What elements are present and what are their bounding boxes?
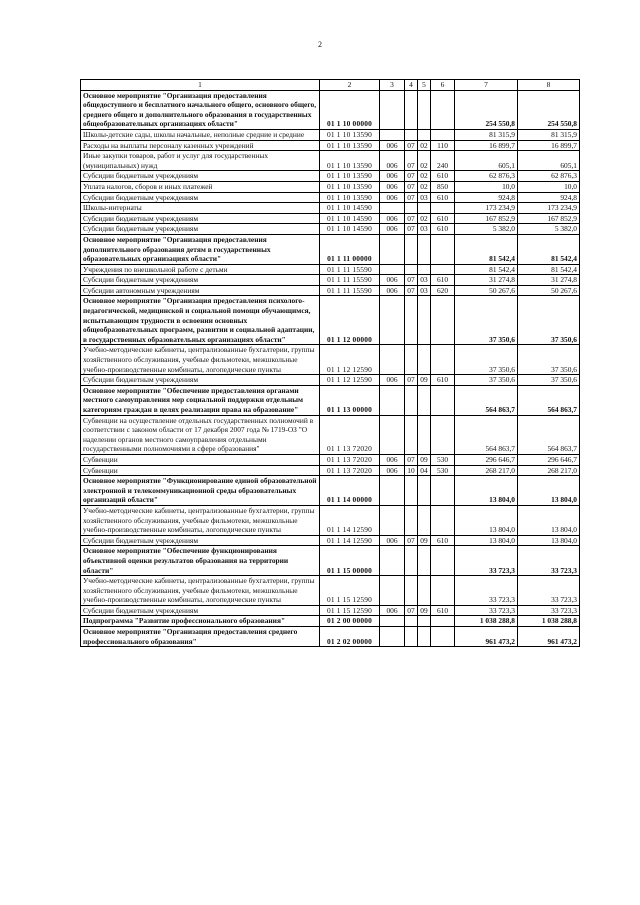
amount-col8-cell: 254 550,8 [518, 90, 580, 129]
row-name-cell: Основное мероприятие "Функционирование единой образовательной электронной и телекоммуникационной среды образовательных организаций области" [81, 476, 320, 506]
section-code-cell: 07 [405, 375, 418, 386]
ministry-code-cell: 006 [380, 375, 405, 386]
target-code-cell: 01 2 00 00000 [320, 616, 380, 627]
target-code-cell: 01 1 13 72020 [320, 415, 380, 454]
row-name-cell: Учебно-методические кабинеты, централизованные бухгалтерии, группы хозяйственного обслуживания, учебные фильмотеки, межшкольные учебно-производственные комбинаты, логопедические пункты [81, 505, 320, 535]
column-header: 2 [320, 80, 380, 91]
amount-col8-cell: 924,8 [518, 192, 580, 203]
amount-col8-cell: 5 382,0 [518, 224, 580, 235]
target-code-cell: 01 1 11 15590 [320, 275, 380, 286]
row-name-cell: Субсидии автономным учреждениям [81, 285, 320, 296]
amount-col7-cell: 564 863,7 [455, 415, 518, 454]
table-row [81, 140, 580, 151]
ministry-code-cell: 006 [380, 285, 405, 296]
table-row [81, 213, 580, 224]
amount-col8-cell: 961 473,2 [518, 627, 580, 647]
subsection-code-cell [418, 345, 431, 375]
subsection-code-cell [418, 264, 431, 275]
column-header: 1 [81, 80, 320, 91]
section-code-cell: 07 [405, 171, 418, 182]
amount-col7-cell: 13 804,0 [455, 535, 518, 546]
row-name-cell: Иные закупки товаров, работ и услуг для государственных (муниципальных) нужд [81, 151, 320, 171]
section-code-cell: 07 [405, 454, 418, 465]
ministry-code-cell [380, 546, 405, 576]
amount-col8-cell: 50 267,6 [518, 285, 580, 296]
expense-type-cell [431, 264, 455, 275]
table-row [81, 275, 580, 286]
subsection-code-cell: 03 [418, 285, 431, 296]
amount-col7-cell: 33 723,3 [455, 546, 518, 576]
expense-type-cell [431, 90, 455, 129]
subsection-code-cell [418, 385, 431, 415]
ministry-code-cell [380, 476, 405, 506]
subsection-code-cell [418, 576, 431, 606]
amount-col7-cell: 1 038 288,8 [455, 616, 518, 627]
expense-type-cell: 850 [431, 181, 455, 192]
amount-col7-cell: 31 274,8 [455, 275, 518, 286]
row-name-cell: Основное мероприятие "Обеспечение функционирования объективной оценки результатов образования на территории области" [81, 546, 320, 576]
section-code-cell [405, 385, 418, 415]
column-header: 7 [455, 80, 518, 91]
amount-col7-cell: 173 234,9 [455, 203, 518, 214]
target-code-cell: 01 1 15 00000 [320, 546, 380, 576]
subsection-code-cell [418, 203, 431, 214]
target-code-cell: 01 1 15 12590 [320, 576, 380, 606]
table-row [81, 203, 580, 214]
amount-col8-cell: 16 899,7 [518, 140, 580, 151]
ministry-code-cell: 006 [380, 140, 405, 151]
ministry-code-cell [380, 505, 405, 535]
ministry-code-cell [380, 90, 405, 129]
amount-col7-cell: 81 315,9 [455, 129, 518, 140]
amount-col7-cell: 254 550,8 [455, 90, 518, 129]
expense-type-cell: 610 [431, 535, 455, 546]
expense-type-cell [431, 576, 455, 606]
amount-col7-cell: 16 899,7 [455, 140, 518, 151]
target-code-cell: 01 1 10 14590 [320, 213, 380, 224]
target-code-cell: 01 1 10 13590 [320, 171, 380, 182]
amount-col7-cell: 37 350,6 [455, 345, 518, 375]
amount-col7-cell: 564 863,7 [455, 385, 518, 415]
table-row [81, 264, 580, 275]
subsection-code-cell: 03 [418, 224, 431, 235]
expense-type-cell [431, 476, 455, 506]
subsection-code-cell: 04 [418, 465, 431, 476]
row-name-cell: Субвенции на осуществление отдельных государственных полномочий в соответствии с законом области от 17 декабря 2007 года № 1719-ОЗ "О наделении органов местного самоуправления отдельными государственными полномочиями в сфере образования" [81, 415, 320, 454]
amount-col7-cell: 268 217,0 [455, 465, 518, 476]
amount-col8-cell: 167 852,9 [518, 213, 580, 224]
section-code-cell [405, 203, 418, 214]
subsection-code-cell: 02 [418, 171, 431, 182]
amount-col7-cell: 37 350,6 [455, 375, 518, 386]
subsection-code-cell: 09 [418, 535, 431, 546]
section-code-cell [405, 505, 418, 535]
target-code-cell: 01 1 11 15590 [320, 264, 380, 275]
column-header: 6 [431, 80, 455, 91]
row-name-cell: Субсидии бюджетным учреждениям [81, 605, 320, 616]
target-code-cell: 01 1 10 14590 [320, 203, 380, 214]
table-row [81, 90, 580, 129]
amount-col8-cell: 81 542,4 [518, 264, 580, 275]
amount-col7-cell: 10,0 [455, 181, 518, 192]
row-name-cell: Субсидии бюджетным учреждениям [81, 192, 320, 203]
target-code-cell: 01 1 10 13590 [320, 140, 380, 151]
column-header: 8 [518, 80, 580, 91]
ministry-code-cell [380, 385, 405, 415]
table-row [81, 181, 580, 192]
amount-col8-cell: 268 217,0 [518, 465, 580, 476]
expense-type-cell: 610 [431, 224, 455, 235]
amount-col7-cell: 13 804,0 [455, 476, 518, 506]
expense-type-cell: 610 [431, 375, 455, 386]
table-header-row [81, 80, 580, 91]
ministry-code-cell [380, 203, 405, 214]
table-row [81, 224, 580, 235]
subsection-code-cell [418, 546, 431, 576]
amount-col7-cell: 81 542,4 [455, 264, 518, 275]
ministry-code-cell: 006 [380, 171, 405, 182]
target-code-cell: 01 1 12 12590 [320, 345, 380, 375]
row-name-cell: Основное мероприятие "Организация предоставления дополнительного образования детям в государственных образовательных организациях области" [81, 234, 320, 264]
table-row [81, 546, 580, 576]
target-code-cell: 01 1 15 12590 [320, 605, 380, 616]
expense-type-cell: 530 [431, 465, 455, 476]
amount-col8-cell: 37 350,6 [518, 296, 580, 345]
table-row [81, 385, 580, 415]
target-code-cell: 01 1 11 15590 [320, 285, 380, 296]
table-row [81, 616, 580, 627]
section-code-cell [405, 627, 418, 647]
row-name-cell: Учебно-методические кабинеты, централизованные бухгалтерии, группы хозяйственного обслуживания, учебные фильмотеки, межшкольные учебно-производственные комбинаты, логопедические пункты [81, 345, 320, 375]
expense-type-cell: 620 [431, 285, 455, 296]
ministry-code-cell: 006 [380, 454, 405, 465]
expense-type-cell: 610 [431, 171, 455, 182]
row-name-cell: Основное мероприятие "Организация предоставления психолого-педагогической, медицинской и социальной помощи обучающимся, испытывающим трудности в освоении основных общеобразовательных программ, развитии и социальной адаптации, в государственных образовательных организациях области" [81, 296, 320, 345]
amount-col7-cell: 167 852,9 [455, 213, 518, 224]
row-name-cell: Субсидии бюджетным учреждениям [81, 535, 320, 546]
section-code-cell [405, 90, 418, 129]
table-row [81, 465, 580, 476]
amount-col7-cell: 924,8 [455, 192, 518, 203]
table-row [81, 627, 580, 647]
subsection-code-cell [418, 415, 431, 454]
subsection-code-cell: 02 [418, 181, 431, 192]
ministry-code-cell [380, 576, 405, 606]
ministry-code-cell [380, 129, 405, 140]
target-code-cell: 01 1 14 00000 [320, 476, 380, 506]
expense-type-cell [431, 129, 455, 140]
section-code-cell [405, 234, 418, 264]
section-code-cell: 07 [405, 275, 418, 286]
ministry-code-cell [380, 345, 405, 375]
ministry-code-cell [380, 616, 405, 627]
row-name-cell: Учреждения по внешкольной работе с детьми [81, 264, 320, 275]
expense-type-cell [431, 505, 455, 535]
target-code-cell: 01 1 14 12590 [320, 535, 380, 546]
table-row [81, 454, 580, 465]
target-code-cell: 01 1 12 00000 [320, 296, 380, 345]
section-code-cell: 07 [405, 224, 418, 235]
amount-col7-cell: 62 876,3 [455, 171, 518, 182]
table-row [81, 605, 580, 616]
table-row [81, 415, 580, 454]
subsection-code-cell: 09 [418, 375, 431, 386]
table-row [81, 171, 580, 182]
subsection-code-cell: 09 [418, 605, 431, 616]
table-row [81, 505, 580, 535]
amount-col7-cell: 605,1 [455, 151, 518, 171]
amount-col8-cell: 173 234,9 [518, 203, 580, 214]
target-code-cell: 01 1 13 00000 [320, 385, 380, 415]
subsection-code-cell [418, 234, 431, 264]
table-row [81, 234, 580, 264]
amount-col8-cell: 37 350,6 [518, 345, 580, 375]
amount-col8-cell: 564 863,7 [518, 415, 580, 454]
row-name-cell: Субвенции [81, 454, 320, 465]
amount-col8-cell: 62 876,3 [518, 171, 580, 182]
amount-col8-cell: 564 863,7 [518, 385, 580, 415]
target-code-cell: 01 1 10 13590 [320, 181, 380, 192]
section-code-cell [405, 546, 418, 576]
subsection-code-cell [418, 616, 431, 627]
row-name-cell: Основное мероприятие "Организация предоставления среднего профессионального образования" [81, 627, 320, 647]
amount-col7-cell: 33 723,3 [455, 576, 518, 606]
section-code-cell: 10 [405, 465, 418, 476]
target-code-cell: 01 1 10 14590 [320, 224, 380, 235]
row-name-cell: Субсидии бюджетным учреждениям [81, 213, 320, 224]
ministry-code-cell: 006 [380, 213, 405, 224]
column-header: 5 [418, 80, 431, 91]
table-row [81, 296, 580, 345]
column-header: 3 [380, 80, 405, 91]
expense-type-cell [431, 203, 455, 214]
ministry-code-cell [380, 415, 405, 454]
expense-type-cell [431, 546, 455, 576]
row-name-cell: Основное мероприятие "Обеспечение предоставления органами местного самоуправления мер социальной поддержки отдельным категориям граждан в целях реализации права на образование" [81, 385, 320, 415]
target-code-cell: 01 2 02 00000 [320, 627, 380, 647]
expense-type-cell: 610 [431, 213, 455, 224]
section-code-cell [405, 476, 418, 506]
row-name-cell: Школы-детские сады, школы начальные, неполные средние и средние [81, 129, 320, 140]
expense-type-cell [431, 415, 455, 454]
section-code-cell [405, 129, 418, 140]
ministry-code-cell: 006 [380, 181, 405, 192]
expense-type-cell [431, 296, 455, 345]
ministry-code-cell: 006 [380, 605, 405, 616]
ministry-code-cell: 006 [380, 224, 405, 235]
row-name-cell: Уплата налогов, сборов и иных платежей [81, 181, 320, 192]
ministry-code-cell: 006 [380, 275, 405, 286]
table-row [81, 535, 580, 546]
section-code-cell: 07 [405, 192, 418, 203]
table-row [81, 151, 580, 171]
ministry-code-cell [380, 627, 405, 647]
row-name-cell: Субсидии бюджетным учреждениям [81, 375, 320, 386]
row-name-cell: Субвенции [81, 465, 320, 476]
expense-type-cell: 610 [431, 605, 455, 616]
subsection-code-cell: 09 [418, 454, 431, 465]
target-code-cell: 01 1 11 00000 [320, 234, 380, 264]
amount-col7-cell: 961 473,2 [455, 627, 518, 647]
amount-col7-cell: 296 646,7 [455, 454, 518, 465]
row-name-cell: Расходы на выплаты персоналу казенных учреждений [81, 140, 320, 151]
ministry-code-cell [380, 234, 405, 264]
section-code-cell: 07 [405, 181, 418, 192]
amount-col7-cell: 5 382,0 [455, 224, 518, 235]
row-name-cell: Школы-интернаты [81, 203, 320, 214]
row-name-cell: Субсидии бюджетным учреждениям [81, 224, 320, 235]
page-number: 2 [318, 40, 322, 49]
amount-col7-cell: 33 723,3 [455, 605, 518, 616]
amount-col8-cell: 33 723,3 [518, 605, 580, 616]
budget-table [80, 79, 580, 647]
expense-type-cell [431, 627, 455, 647]
table-row [81, 576, 580, 606]
subsection-code-cell: 03 [418, 275, 431, 286]
target-code-cell: 01 1 13 72020 [320, 454, 380, 465]
expense-type-cell: 240 [431, 151, 455, 171]
section-code-cell [405, 415, 418, 454]
target-code-cell: 01 1 14 12590 [320, 505, 380, 535]
expense-type-cell [431, 385, 455, 415]
section-code-cell [405, 616, 418, 627]
amount-col8-cell: 81 315,9 [518, 129, 580, 140]
subsection-code-cell: 02 [418, 140, 431, 151]
amount-col7-cell: 13 804,0 [455, 505, 518, 535]
subsection-code-cell [418, 296, 431, 345]
subsection-code-cell: 02 [418, 151, 431, 171]
amount-col8-cell: 33 723,3 [518, 576, 580, 606]
column-header: 4 [405, 80, 418, 91]
table-row [81, 375, 580, 386]
target-code-cell: 01 1 10 13590 [320, 151, 380, 171]
ministry-code-cell [380, 296, 405, 345]
section-code-cell: 07 [405, 535, 418, 546]
target-code-cell: 01 1 13 72020 [320, 465, 380, 476]
amount-col8-cell: 1 038 288,8 [518, 616, 580, 627]
amount-col8-cell: 296 646,7 [518, 454, 580, 465]
table-row [81, 476, 580, 506]
expense-type-cell: 530 [431, 454, 455, 465]
target-code-cell: 01 1 10 00000 [320, 90, 380, 129]
subsection-code-cell [418, 90, 431, 129]
table-row [81, 129, 580, 140]
table-body [81, 90, 580, 647]
amount-col8-cell: 13 804,0 [518, 476, 580, 506]
subsection-code-cell [418, 627, 431, 647]
target-code-cell: 01 1 12 12590 [320, 375, 380, 386]
ministry-code-cell: 006 [380, 151, 405, 171]
amount-col7-cell: 81 542,4 [455, 234, 518, 264]
section-code-cell [405, 296, 418, 345]
subsection-code-cell: 02 [418, 213, 431, 224]
ministry-code-cell [380, 264, 405, 275]
table-row [81, 192, 580, 203]
amount-col8-cell: 31 274,8 [518, 275, 580, 286]
amount-col8-cell: 605,1 [518, 151, 580, 171]
table-row [81, 345, 580, 375]
subsection-code-cell [418, 476, 431, 506]
amount-col8-cell: 81 542,4 [518, 234, 580, 264]
subsection-code-cell: 03 [418, 192, 431, 203]
amount-col8-cell: 13 804,0 [518, 505, 580, 535]
ministry-code-cell: 006 [380, 465, 405, 476]
amount-col8-cell: 37 350,6 [518, 375, 580, 386]
expense-type-cell: 610 [431, 192, 455, 203]
amount-col7-cell: 50 267,6 [455, 285, 518, 296]
section-code-cell [405, 345, 418, 375]
section-code-cell [405, 576, 418, 606]
target-code-cell: 01 1 10 13590 [320, 129, 380, 140]
section-code-cell: 07 [405, 605, 418, 616]
subsection-code-cell [418, 505, 431, 535]
expense-type-cell [431, 234, 455, 264]
expense-type-cell [431, 616, 455, 627]
expense-type-cell [431, 345, 455, 375]
section-code-cell: 07 [405, 285, 418, 296]
expense-type-cell: 110 [431, 140, 455, 151]
row-name-cell: Подпрограмма "Развитие профессионального образования" [81, 616, 320, 627]
target-code-cell: 01 1 10 13590 [320, 192, 380, 203]
row-name-cell: Субсидии бюджетным учреждениям [81, 171, 320, 182]
section-code-cell: 07 [405, 151, 418, 171]
row-name-cell: Основное мероприятие "Организация предоставления общедоступного и бесплатного начального общего, основного общего, среднего общего и дополнительного образования в государственных общеобразовательных организациях области" [81, 90, 320, 129]
section-code-cell: 07 [405, 213, 418, 224]
table-row [81, 285, 580, 296]
expense-type-cell: 610 [431, 275, 455, 286]
section-code-cell: 07 [405, 140, 418, 151]
subsection-code-cell [418, 129, 431, 140]
section-code-cell [405, 264, 418, 275]
ministry-code-cell: 006 [380, 535, 405, 546]
amount-col8-cell: 13 804,0 [518, 535, 580, 546]
row-name-cell: Субсидии бюджетным учреждениям [81, 275, 320, 286]
amount-col8-cell: 10,0 [518, 181, 580, 192]
amount-col7-cell: 37 350,6 [455, 296, 518, 345]
ministry-code-cell: 006 [380, 192, 405, 203]
row-name-cell: Учебно-методические кабинеты, централизованные бухгалтерии, группы хозяйственного обслуживания, учебные фильмотеки, межшкольные учебно-производственные комбинаты, логопедические пункты [81, 576, 320, 606]
amount-col8-cell: 33 723,3 [518, 546, 580, 576]
